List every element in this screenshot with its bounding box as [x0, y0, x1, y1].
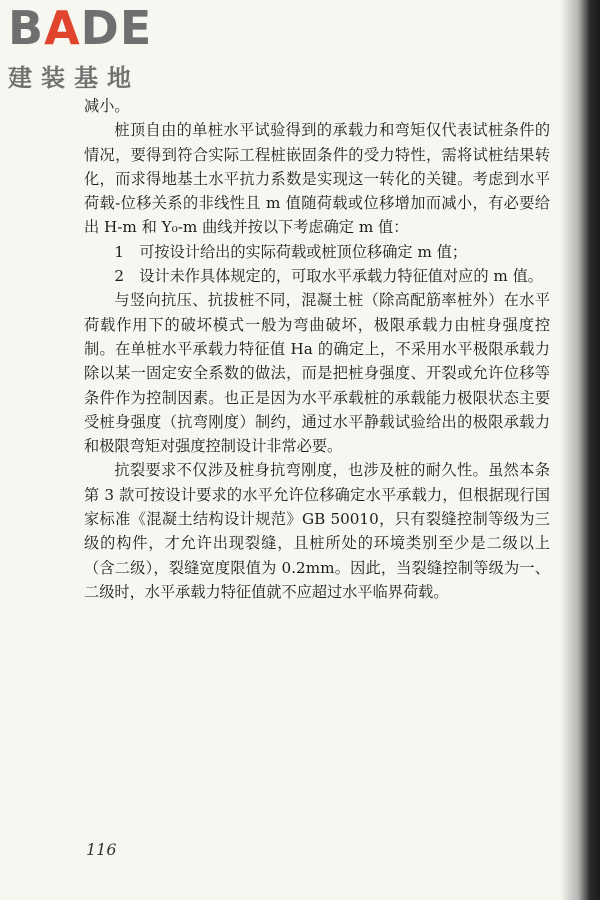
- page-body: [84, 94, 550, 604]
- paragraph-failure-mode: 与竖向抗压、抗拔桩不同，混凝土桩（除高配筋率桩外）在水平荷载作用下的破坏模式一般为弯曲破坏，极限承载力由桩身强度控制。在单桩水平承载力特征值 Ha 的确定上，不采用水平极限承载力除以某一固定安全系数的做法，而是把桩身强度、开裂或允许位移等条件作为控制因素。也正是因为水平承载桩的承载能力极限状态主要受桩身强度（抗弯刚度）制约，通过水平静载试验给出的极限承载力和极限弯矩对强度控制设计非常必要。: [84, 291, 550, 456]
- paragraph-crack-resistance: 抗裂要求不仅涉及桩身抗弯刚度，也涉及桩的耐久性。虽然本条第 3 款可按设计要求的水平允许位移确定水平承载力，但根据现行国家标准《混凝土结构设计规范》GB 50010，只有裂缝控制等级为三级的构件，才允许出现裂缝，且桩所处的环境类别至少是二级以上（含二级），裂缝宽度限值为 0.2mm。因此，当裂缝控制等级为一、二级时，水平承载力特征值就不应超过水平临界荷载。: [84, 461, 550, 601]
- paragraph-m-value: 桩顶自由的单桩水平试验得到的承载力和弯矩仅代表试桩条件的情况，要得到符合实际工程桩嵌固条件的受力特性，需将试桩结果转化，而求得地基土水平抗力系数是实现这一转化的关键。考虑到水平荷载-位移关系的非线性且 m 值随荷载或位移增加而减小，有必要给出 H-m 和 Y₀-m 曲线并按以下考虑确定 m 值：: [84, 121, 550, 237]
- bade-logo: [8, 1, 178, 92]
- logo-chinese: 建装基地: [8, 64, 140, 92]
- list-item-2: 2 设计未作具体规定的，可取水平承载力特征值对应的 m 值。: [114, 267, 543, 286]
- logo-latin: BADE: [8, 1, 153, 55]
- list-item-1: 1 可按设计给出的实际荷载或桩顶位移确定 m 值；: [114, 242, 468, 261]
- page-number: 116: [86, 840, 117, 859]
- paragraph-continuation: 减小。: [84, 97, 130, 115]
- page-edge-shadow: [560, 0, 600, 900]
